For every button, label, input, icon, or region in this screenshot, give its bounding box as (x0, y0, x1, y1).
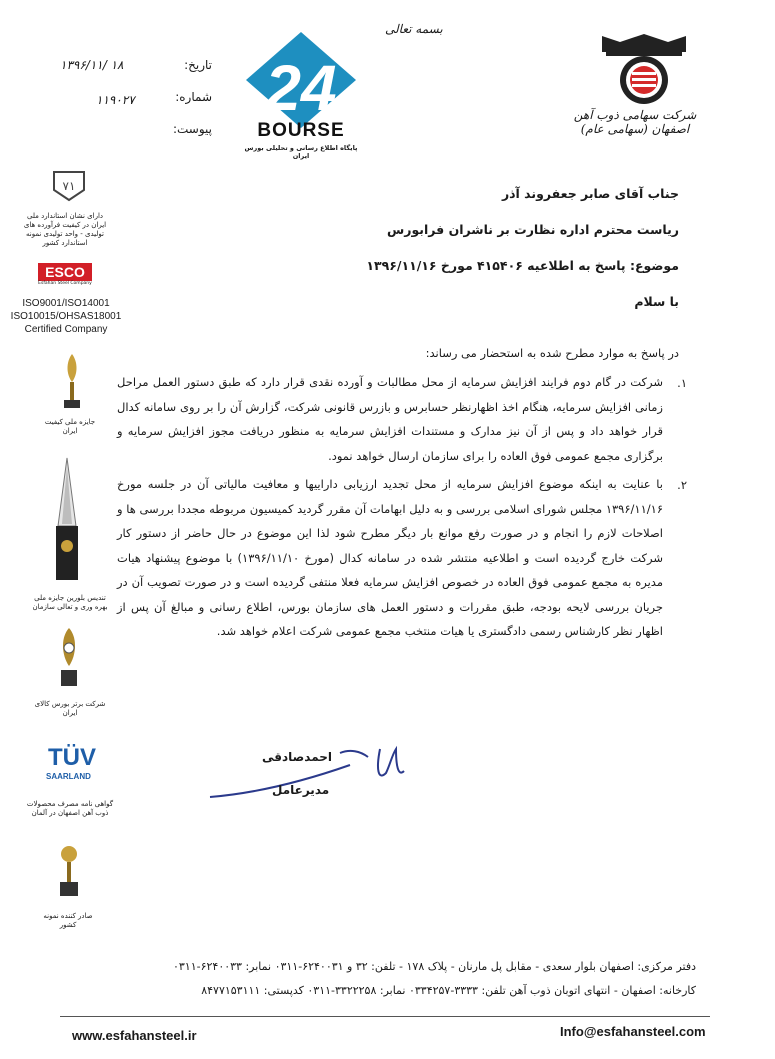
tuv-certificate-text: گواهی نامه مصرف محصولات ذوب آهن اصفهان در آلمان (26, 800, 114, 817)
crystal-statue-icon (50, 456, 84, 586)
greeting: با سلام (634, 294, 679, 309)
paragraph-1-number: ۱. (677, 376, 687, 390)
company-name: شرکت سهامی ذوب آهن اصفهان (سهامی عام) (573, 108, 697, 136)
number-value: ۱۱۹۰۲۷ (96, 93, 135, 107)
esco-logo: ESCO (38, 263, 92, 281)
paragraph-2-number: ۲. (677, 478, 687, 492)
recipient-title: ریاست محترم اداره نظارت بر ناشران فرابورس (387, 222, 679, 237)
date-label: تاریخ: (184, 58, 212, 72)
award-exporter: صادر کننده نمونه کشور (43, 912, 93, 929)
bismillah: بسمه تعالی (385, 22, 443, 36)
signatory-title: مدیرعامل (272, 783, 330, 797)
bourse-logo-text: BOURSE (257, 120, 345, 141)
footer-office: دفتر مرکزی: اصفهان بلوار سعدی - مقابل پل مارنان - پلاک ۱۷۸ - تلفن: ۳۲ و ۶۲۴۰۰۳۱-۰۳۱۱ نمابر: ۶۲۴۰۰۳۳-۰۳۱۱ (172, 960, 696, 973)
date-value: ۱۳۹۶/۱۱/ ۱۸ (60, 58, 124, 72)
website-link[interactable]: www.esfahansteel.ir (72, 1028, 197, 1043)
footer-divider (60, 1016, 710, 1017)
company-logo (580, 28, 708, 108)
attachment-label: پیوست: (172, 122, 212, 136)
export-award-icon (56, 842, 82, 900)
iso-line-1: ISO9001/ISO14001 (22, 298, 110, 309)
trophy-icon (60, 352, 84, 412)
svg-text:۷۱: ۷۱ (62, 179, 76, 193)
iso-line-2: ISO10015/OHSAS18001 (10, 311, 122, 322)
bourse-subtitle: پایگاه اطلاع رسانی و تحلیلی بورس ایران (244, 144, 358, 160)
award-bourse: شرکت برتر بورس کالای ایران (34, 700, 106, 717)
bourse-award-icon (54, 626, 84, 690)
award-productivity: تندیس بلورین جایزه ملی بهره وری و تعالی سازمان (32, 594, 108, 611)
subject: موضوع: پاسخ به اطلاعیه ۴۱۵۴۰۶ مورخ ۱۳۹۶/۱۱/۱۶ (366, 258, 679, 273)
footer-factory: کارخانه: اصفهان - انتهای اتوبان ذوب آهن تلفن: ۳۳۳۳-۰۳۳۴۲۵۷ نمابر: ۳۳۲۲۲۵۸-۰۳۱۱ کدپستی: ۸۴۷۷۱۵۳۱۱۱ (201, 984, 696, 997)
email-link[interactable]: Info@esfahansteel.com (560, 1024, 706, 1039)
standard-text: دارای نشان استاندارد ملی ایران در کیفیت فرآورده های تولیدی - واحد تولیدی نمونه استاندارد کشور (23, 212, 107, 247)
paragraph-2: با عنایت به اینکه موضوع افزایش سرمایه از محل تجدید ارزیابی داراییها و معافیت مالیاتی آن در جلسه مورخ ۱۳۹۶/۱۱/۱۶ مجلس شورای اسلامی بررسی و به دلیل ابهامات آن مقرر گردید کمیسیون مربوطه مجددا بررسی ها و اصلاحات لازم را انجام و در صورت رفع موانع بار دیگر مطرح شود لذا این موضوع در حال حاضر از دستور کار شرکت خارج گردیده است و اطلاعیه منتشر شده در سامانه کدال (مورخ ۱۳۹۶/۱۱/۱۰) با موضوع پیشنهاد هیات مدیره به مجمع عمومی فوق العاده در خصوص افزایش سرمایه فعلا منتفی گردیده است و در صورت تصویب آن در جریان بررسی لایحه بودجه، طبق مقررات و دستور العمل های سازمان بورس، اطلاع رسانی و مبالغ آن پس از اظهار نظر کارشناس رسمی دادگستری یا هیات منتخب مجمع عمومی شرکت اعلام خواهد شد. (117, 477, 663, 638)
number-label: شماره: (175, 90, 212, 104)
recipient: جناب آقای صابر جعفروند آذر (501, 186, 679, 201)
standard-mark-icon (50, 168, 88, 202)
award-national-quality: جایزه ملی کیفیت ایران (44, 418, 96, 435)
paragraph-1: شرکت در گام دوم فرایند افزایش سرمایه از محل مطالبات و آورده نقدی قرار دارد که طبق دستور العمل مراحل زمانی افزایش سرمایه، هنگام اخذ اظهارنظر حسابرس و بازرس قانونی شرکت، گزارش آن را بر روی سامانه کدال قرار خواهد داد و پس از آن نیز مدارک و مستندات افزایش سرمایه به منظور دریافت مجوز افزایش سرمایه و برگزاری مجمع عمومی فوق العاده را برای سازمان ارسال خواهد نمود. (117, 375, 663, 463)
tuv-subtitle: SAARLAND (46, 772, 91, 781)
iso-line-3: Certified Company (24, 324, 108, 335)
signatory-name: احمدصادقی (262, 750, 332, 764)
tuv-logo: TÜV (48, 744, 96, 771)
intro-text: در پاسخ به موارد مطرح شده به استحضار می رساند: (425, 346, 679, 360)
svg-text:24: 24 (265, 52, 337, 124)
esco-subtitle: Esfahan Steel Company (38, 281, 92, 286)
